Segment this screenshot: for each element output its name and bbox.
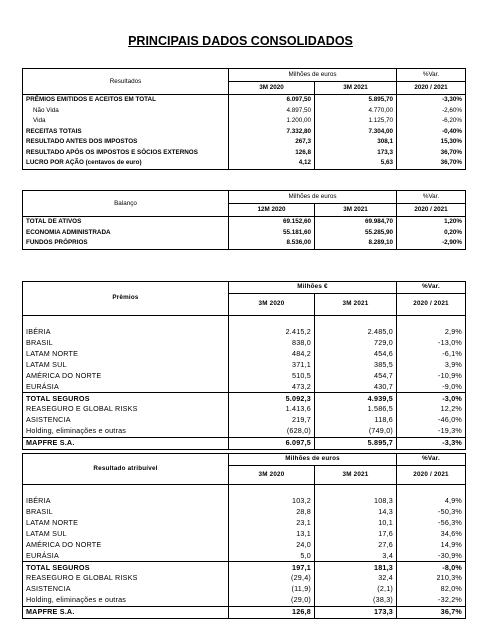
table-row <box>23 116 466 127</box>
cell: -13,0% <box>397 338 466 349</box>
premiums-label: Prêmios <box>112 294 139 302</box>
row-label: EURÁSIA <box>26 550 59 560</box>
row-label: LUCRO POR AÇÃO (centavos de euro) <box>26 159 142 167</box>
row-label: RESULTADO APÓS OS IMPOSTOS E SÓCIOS EXTERNOS <box>26 148 198 156</box>
cell: 36,70% <box>397 158 466 169</box>
col-header: 3M 2020 <box>229 293 315 315</box>
cell: 3,4 <box>315 550 397 561</box>
cell: 181,3 <box>315 562 397 573</box>
cell: 8.289,10 <box>315 238 397 249</box>
table-row <box>23 584 466 595</box>
table-row <box>23 238 466 249</box>
cell: 55.285,90 <box>315 228 397 239</box>
var-header: %Var. <box>397 69 466 82</box>
cell: (11,9) <box>229 584 315 595</box>
cell: -9,0% <box>397 381 466 392</box>
row-label: IBÉRIA <box>26 327 51 337</box>
cell: 14,3 <box>315 507 397 518</box>
cell: (749,0) <box>315 426 397 437</box>
col-header: 3M 2021 <box>315 82 397 95</box>
table-row <box>23 370 466 381</box>
table-row <box>23 381 466 392</box>
cell: 197,1 <box>229 562 315 573</box>
cell: 13,1 <box>229 528 315 539</box>
cell: 2.415,2 <box>229 327 315 338</box>
row-label: ASISTENCIA <box>26 415 71 425</box>
cell: 308,1 <box>315 137 397 148</box>
cell: 2,9% <box>397 327 466 338</box>
row-label: Vida <box>33 117 46 125</box>
row-label: LATAM NORTE <box>26 349 79 358</box>
cell: -8,0% <box>397 562 466 573</box>
total-row <box>23 393 466 404</box>
cell: 6.097,5 <box>229 437 315 449</box>
table-row <box>23 518 466 529</box>
col-header: 12M 2020 <box>229 204 315 217</box>
cell: -6,1% <box>397 349 466 360</box>
cell: -19,3% <box>397 426 466 437</box>
cell: 8.536,00 <box>229 238 315 249</box>
table-row <box>23 315 466 326</box>
cell: -2,90% <box>397 238 466 249</box>
cell: 0,20% <box>397 228 466 239</box>
row-label: ASISTENCIA <box>26 584 71 594</box>
var-header: %Var. <box>397 282 466 294</box>
cell: 15,30% <box>397 137 466 148</box>
cell: 210,3% <box>397 573 466 584</box>
balance-table <box>22 190 466 250</box>
cell: -30,9% <box>397 550 466 561</box>
cell: 4.897,50 <box>229 106 315 117</box>
table-row <box>23 158 466 169</box>
cell: 3,9% <box>397 359 466 370</box>
cell: 173,3 <box>315 606 397 618</box>
col-header: 3M 2021 <box>315 465 397 484</box>
cell: 484,2 <box>229 349 315 360</box>
table-row <box>23 426 466 437</box>
row-label: Holding, eliminações e outras <box>26 595 127 605</box>
cell: 2.485,0 <box>315 327 397 338</box>
cell: -0,40% <box>397 127 466 138</box>
cell: (2,1) <box>315 584 397 595</box>
table-row <box>23 528 466 539</box>
attributable-group-header: Milhões de euros <box>229 454 397 466</box>
cell: 5.895,7 <box>315 437 397 449</box>
col-header: 3M 2020 <box>229 465 315 484</box>
cell: 4,12 <box>229 158 315 169</box>
row-label: AMÉRICA DO NORTE <box>26 539 102 549</box>
row-label: RECEITAS TOTAIS <box>26 127 82 135</box>
table-row <box>23 415 466 426</box>
table-row <box>23 217 466 228</box>
cell: (29,0) <box>229 595 315 606</box>
cell: 34,6% <box>397 528 466 539</box>
cell: 10,1 <box>315 518 397 529</box>
table-row <box>23 127 466 138</box>
row-label: BRASIL <box>26 338 53 348</box>
table-row <box>23 137 466 148</box>
cell: (628,0) <box>229 426 315 437</box>
cell: -3,3% <box>397 437 466 449</box>
var-header: %Var. <box>397 191 466 204</box>
cell: 17,6 <box>315 528 397 539</box>
cell: 371,1 <box>229 359 315 370</box>
row-label: REASEGURO E GLOBAL RISKS <box>26 573 138 583</box>
results-group-header: Milhões de euros <box>229 69 397 82</box>
cell: 12,2% <box>397 404 466 415</box>
cell: 28,8 <box>229 507 315 518</box>
cell: -10,9% <box>397 370 466 381</box>
row-label: BRASIL <box>26 507 53 517</box>
cell: 6.097,50 <box>229 95 315 106</box>
table-row <box>23 106 466 117</box>
table-row <box>23 496 466 507</box>
cell: 838,0 <box>229 338 315 349</box>
cell: -46,0% <box>397 415 466 426</box>
cell: 14,9% <box>397 539 466 550</box>
cell: -56,3% <box>397 518 466 529</box>
col-header: 2020 / 2021 <box>397 293 466 315</box>
cell: 69.152,60 <box>229 217 315 228</box>
row-label: TOTAL SEGUROS <box>23 393 229 404</box>
cell: 4.770,00 <box>315 106 397 117</box>
cell: -32,2% <box>397 595 466 606</box>
cell: 1.413,6 <box>229 404 315 415</box>
cell: -3,0% <box>397 393 466 404</box>
col-header: 2020 / 2021 <box>397 204 466 217</box>
page-title: PRINCIPAIS DADOS CONSOLIDADOS <box>128 34 353 48</box>
table-row <box>23 595 466 606</box>
table-row <box>23 507 466 518</box>
cell: 473,2 <box>229 381 315 392</box>
row-label: Não Vida <box>33 106 59 114</box>
row-label: PRÊMIOS EMITIDOS E ACEITOS EM TOTAL <box>23 95 229 106</box>
cell: 126,8 <box>229 148 315 159</box>
row-label: RESULTADO ANTES DOS IMPOSTOS <box>26 138 138 146</box>
cell: 454,7 <box>315 370 397 381</box>
cell: 454,6 <box>315 349 397 360</box>
balance-label: Balanço <box>114 199 137 207</box>
cell: 4.939,5 <box>315 393 397 404</box>
cell: 510,5 <box>229 370 315 381</box>
cell: 1.586,5 <box>315 404 397 415</box>
table-row <box>23 404 466 415</box>
cell: 4,9% <box>397 496 466 507</box>
cell: 82,0% <box>397 584 466 595</box>
cell: 173,3 <box>315 148 397 159</box>
cell: 1.200,00 <box>229 116 315 127</box>
var-header: %Var. <box>397 454 466 466</box>
cell: 103,2 <box>229 496 315 507</box>
row-label: ECONOMIA ADMINISTRADA <box>26 228 111 236</box>
total-row <box>23 562 466 573</box>
cell: 23,1 <box>229 518 315 529</box>
premiums-group-header: Milhões € <box>229 282 397 294</box>
table-row <box>23 550 466 561</box>
row-label: REASEGURO E GLOBAL RISKS <box>26 404 138 414</box>
cell: 7.304,00 <box>315 127 397 138</box>
row-label: LATAM NORTE <box>26 518 79 527</box>
cell: 36,70% <box>397 148 466 159</box>
cell: 5,63 <box>315 158 397 169</box>
total-row <box>23 437 466 449</box>
balance-group-header: Milhões de euros <box>229 191 397 204</box>
table-row <box>23 484 466 495</box>
cell: 24,0 <box>229 539 315 550</box>
cell: 5.895,70 <box>315 95 397 106</box>
row-label: MAPFRE S.A. <box>23 606 229 618</box>
row-label: MAPFRE S.A. <box>23 437 229 449</box>
row-label: TOTAL DE ATIVOS <box>23 217 229 228</box>
col-header: 3M 2021 <box>315 204 397 217</box>
table-row <box>23 573 466 584</box>
col-header: 2020 / 2021 <box>397 465 466 484</box>
cell: (29,4) <box>229 573 315 584</box>
row-label: LATAM SUL <box>26 528 67 538</box>
cell: 1.125,70 <box>315 116 397 127</box>
cell: 32,4 <box>315 573 397 584</box>
table-row <box>23 338 466 349</box>
row-label: Holding, eliminações e outras <box>26 426 127 436</box>
cell: 5,0 <box>229 550 315 561</box>
row-label: TOTAL SEGUROS <box>23 562 229 573</box>
cell: -50,3% <box>397 507 466 518</box>
cell: -3,30% <box>397 95 466 106</box>
cell: 108,3 <box>315 496 397 507</box>
table-row <box>23 359 466 370</box>
cell: -2,60% <box>397 106 466 117</box>
cell: 1,20% <box>397 217 466 228</box>
row-label: IBÉRIA <box>26 496 51 506</box>
total-row <box>23 606 466 618</box>
cell: 126,8 <box>229 606 315 618</box>
cell: 69.984,70 <box>315 217 397 228</box>
cell: 267,3 <box>229 137 315 148</box>
cell: 729,0 <box>315 338 397 349</box>
cell: 118,6 <box>315 415 397 426</box>
results-table <box>22 68 466 170</box>
table-row <box>23 95 466 106</box>
row-label: LATAM SUL <box>26 359 67 369</box>
premiums-table <box>22 281 466 450</box>
cell: (38,3) <box>315 595 397 606</box>
table-row <box>23 539 466 550</box>
attributable-label: Resultado atribuível <box>93 464 158 472</box>
cell: 7.332,80 <box>229 127 315 138</box>
results-label: Resultados <box>109 77 142 85</box>
row-label: EURÁSIA <box>26 381 59 391</box>
row-label: AMÉRICA DO NORTE <box>26 370 102 380</box>
cell: 36,7% <box>397 606 466 618</box>
col-header: 3M 2021 <box>315 293 397 315</box>
table-row <box>23 327 466 338</box>
cell: 430,7 <box>315 381 397 392</box>
cell: 55.181,60 <box>229 228 315 239</box>
cell: 27,6 <box>315 539 397 550</box>
cell: 219,7 <box>229 415 315 426</box>
col-header: 3M 2020 <box>229 82 315 95</box>
table-row <box>23 349 466 360</box>
attributable-result-table <box>22 453 466 619</box>
row-label: FUNDOS PRÓPRIOS <box>26 239 88 247</box>
table-row <box>23 228 466 239</box>
cell: 5.092,3 <box>229 393 315 404</box>
table-row <box>23 148 466 159</box>
col-header: 2020 / 2021 <box>397 82 466 95</box>
cell: 385,5 <box>315 359 397 370</box>
cell: -6,20% <box>397 116 466 127</box>
